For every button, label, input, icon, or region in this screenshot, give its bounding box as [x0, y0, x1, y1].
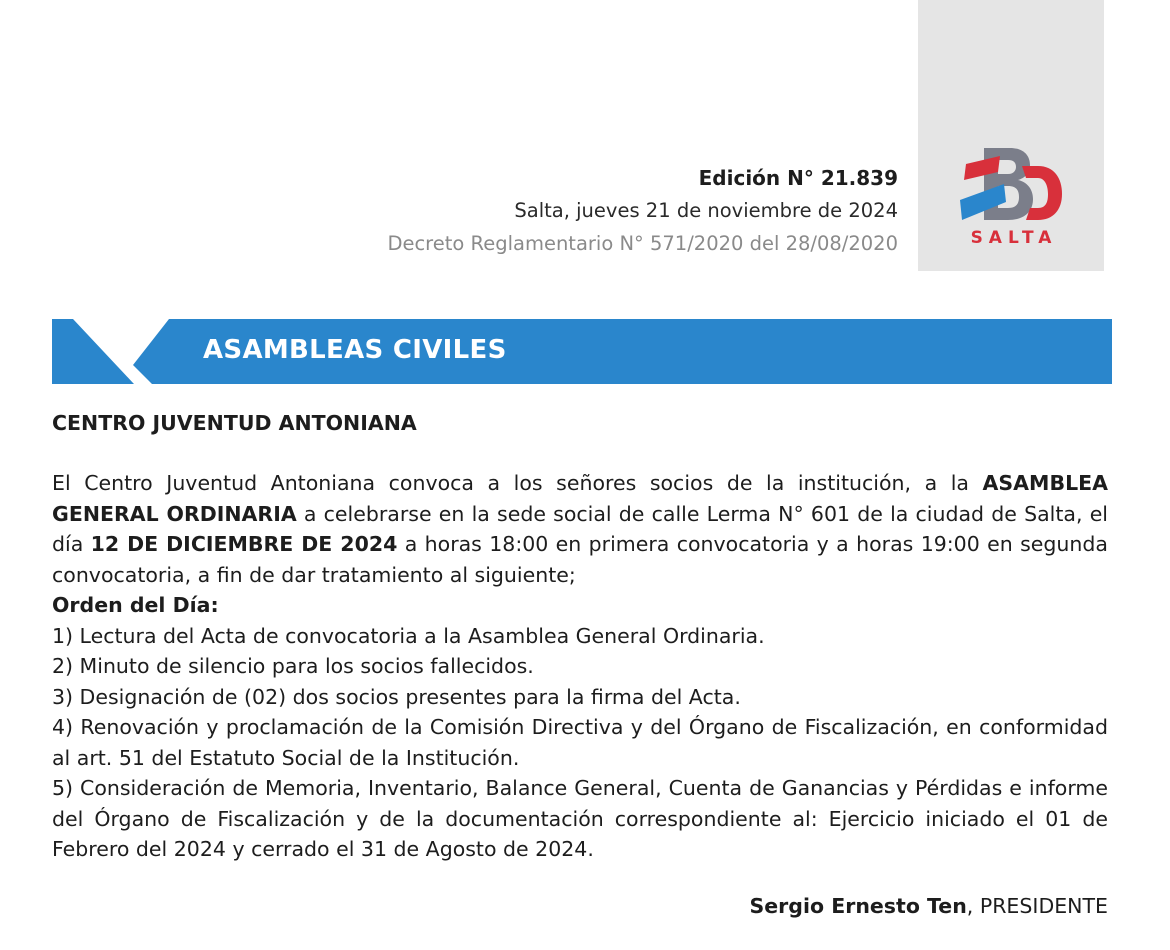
- boletin-oficial-logo-icon: [958, 144, 1064, 226]
- intro-text-2: a celebrarse en la sede social de calle Lerma N° 601 de la ciudad de Salta, el día: [52, 501, 1108, 556]
- agenda-item: 1) Lectura del Acta de convocatoria a la Asamblea General Ordinaria.: [52, 623, 765, 648]
- agenda-heading: Orden del Día:: [52, 593, 219, 617]
- agenda-item: 2) Minuto de silencio para los socios fallecidos.: [52, 654, 534, 678]
- section-title: ASAMBLEAS CIVILES: [203, 335, 507, 365]
- assembly-date: 12 DE DICIEMBRE DE 2024: [90, 532, 398, 556]
- agenda-item: 3) Designación de (02) dos socios presentes para la firma del Acta.: [52, 684, 741, 709]
- intro-text-3: a horas 18:00 en primera convocatoria y a horas 19:00 en segunda convocatoria, a fin de dar tratamiento al siguiente;: [52, 532, 1108, 587]
- signature: [750, 894, 1109, 918]
- publication-date: Salta, jueves 21 de noviembre de 2024: [514, 199, 898, 222]
- logo-panel: [918, 0, 1104, 271]
- decree-reference: Decreto Reglamentario N° 571/2020 del 28/08/2020: [387, 232, 898, 255]
- notice-paragraph: [52, 468, 1108, 590]
- section-banner: [52, 319, 1112, 384]
- edition-number: Edición N° 21.839: [698, 166, 898, 190]
- organization-name: CENTRO JUVENTUD ANTONIANA: [52, 411, 417, 435]
- logo-wordmark: SALTA: [970, 228, 1058, 248]
- signer-role: , PRESIDENTE: [966, 894, 1108, 918]
- notice-body: [52, 408, 1108, 865]
- assembly-type: ASAMBLEA GENERAL ORDINARIA: [52, 471, 1108, 526]
- header-info: [387, 162, 898, 260]
- signer-name: Sergio Ernesto Ten: [749, 894, 967, 918]
- intro-text-1: El Centro Juventud Antoniana convoca a los señores socios de la institución, a la: [52, 471, 983, 495]
- agenda-item: 5) Consideración de Memoria, Inventario, Balance General, Cuenta de Ganancias y Pérdidas e informe del Órgano de Fiscalización y de la documentación correspondiente al: Ejercicio iniciado el 01 de Febrero del 2024 y cerrado el 31 de Agosto de 2024.: [52, 776, 1108, 861]
- agenda-item: 4) Renovación y proclamación de la Comisión Directiva y del Órgano de Fiscalización, en conformidad al art. 51 del Estatuto Social de la Institución.: [52, 715, 1108, 770]
